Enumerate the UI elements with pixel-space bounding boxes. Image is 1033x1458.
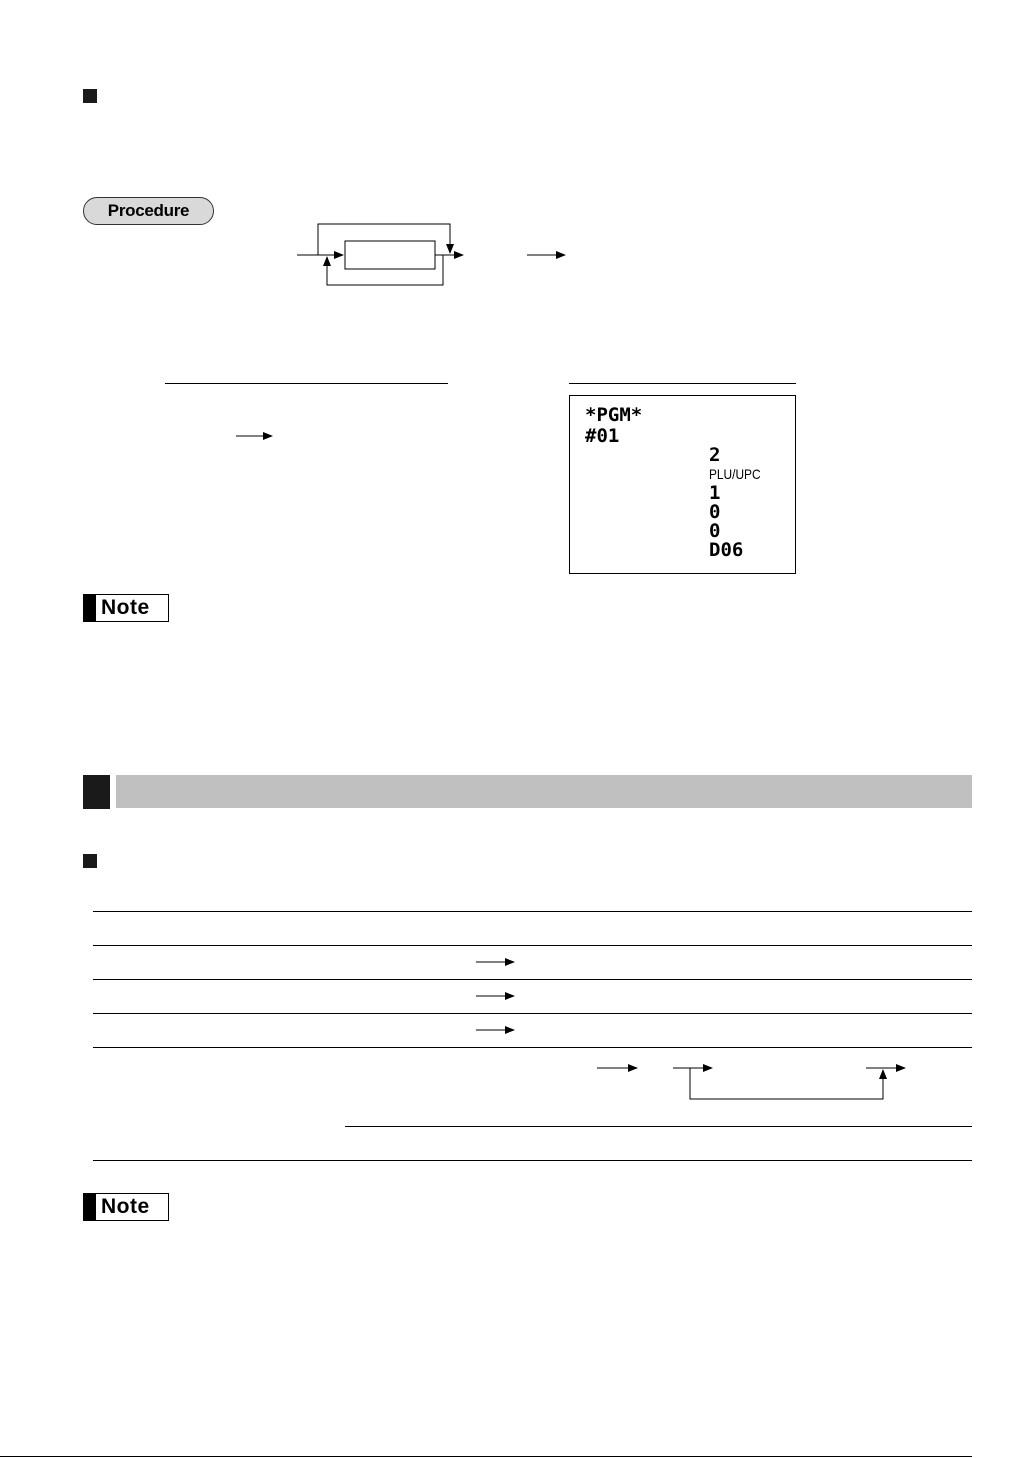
receipt-number-line: #01 <box>585 425 620 447</box>
note-label: Note <box>83 594 169 622</box>
receipt-value-line: 2 <box>709 444 721 466</box>
procedure-badge: Procedure <box>83 197 214 225</box>
receipt-value-line: 0 <box>709 520 721 542</box>
receipt-value-line: 1 <box>709 482 721 504</box>
receipt-mode-line: *PGM* <box>585 404 643 426</box>
receipt-value-line: PLU/UPC <box>709 466 761 482</box>
receipt-value-line: D06 <box>709 539 744 561</box>
page-footer-rule <box>0 1456 972 1457</box>
receipt-value-line: 0 <box>709 501 721 523</box>
note-label: Note <box>83 1193 169 1221</box>
